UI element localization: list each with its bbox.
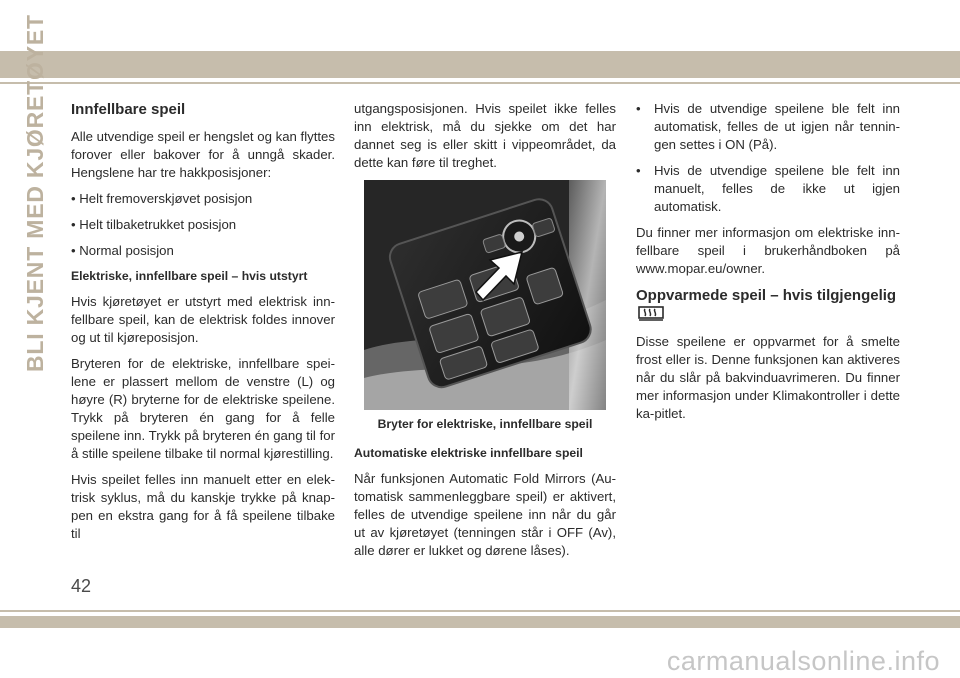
- paragraph: Når funksjonen Automatic Fold Mirrors (Au-tomatisk sammenleggbare speil) er aktivert, felles de utvendige speilene inn når du går ut av kjøretøyet (tenningen står i OFF (Av), alle dører er lukket og dørene låses).: [354, 471, 616, 558]
- subheading-automatic-folding: Automatiske elektriske innfellbare speil: [354, 446, 583, 460]
- bullet-dot: •: [636, 163, 641, 178]
- switch-panel-photo: [364, 180, 606, 410]
- heading-foldable-mirrors: Innfellbare speil: [71, 101, 186, 118]
- subheading-power-folding: Elektriske, innfellbare speil – hvis utstyrt: [71, 269, 308, 283]
- column-1: [71, 100, 335, 551]
- heading-heated-mirrors: [636, 286, 900, 324]
- page-number: 42: [71, 576, 92, 596]
- photo-caption: Bryter for elektriske, innfellbare speil: [377, 417, 593, 431]
- header-rule: [0, 82, 960, 84]
- paragraph: utgangsposisjonen. Hvis speilet ikke felles inn elektrisk, må du sjekke om det har dannet seg is eller skitt i vippeområdet, da dette kan føre til treghet.: [354, 101, 616, 170]
- footer-rule: [0, 610, 960, 612]
- header-band: [0, 51, 960, 78]
- list-item: [636, 162, 900, 216]
- list-item-text: Hvis de utvendige speilene ble felt inn automatisk, felles de ut igjen når tennin-gen settes i ON (På).: [654, 101, 900, 152]
- column-2: [354, 100, 616, 568]
- list-item: • Helt fremoverskjøvet posisjon: [71, 191, 253, 206]
- paragraph: Bryteren for de elektriske, innfellbare spei-lene er plassert mellom de venstre (L) og høyre (R) bryterne for de elektriske speilene. Trykk på bryteren én gang for å felle speilene inn. Trykk på bryteren én gang til for å stille speilene tilbake til normal kjørestilling.: [71, 356, 335, 461]
- list-item-text: Hvis de utvendige speilene ble felt inn manuelt, felles de ikke ut igjen automatisk.: [654, 163, 900, 214]
- bullet-dot: •: [636, 101, 641, 116]
- paragraph: Hvis speilet felles inn manuelt etter en elek-trisk syklus, må du kanskje trykke på knap-pen en ekstra gang for å få speilene tilbake til: [71, 472, 335, 541]
- paragraph-intro: Alle utvendige speil er hengslet og kan flyttes forover eller bakover for å unngå skader. Hengslene har tre hakkposisjoner:: [71, 129, 335, 180]
- heading-heated-mirrors-text: Oppvarmede speil – hvis tilgjengelig: [636, 287, 897, 304]
- rear-defrost-icon: [638, 306, 664, 322]
- watermark: carmanualsonline.info: [666, 646, 940, 676]
- footer-band: [0, 616, 960, 628]
- list-item: • Normal posisjon: [71, 243, 174, 258]
- paragraph: Hvis kjøretøyet er utstyrt med elektrisk inn-fellbare speil, kan de elektrisk foldes innover og ut til kjøreposisjon.: [71, 294, 335, 345]
- column-3: [636, 100, 900, 431]
- list-item: • Helt tilbaketrukket posisjon: [71, 217, 237, 232]
- list-item: [636, 100, 900, 154]
- section-side-title: BLI KJENT MED KJØRETØYET: [22, 14, 48, 372]
- paragraph: Du finner mer informasjon om elektriske inn-fellbare speil i brukerhåndboken på www.mopar.eu/owner.: [636, 225, 900, 276]
- arrow-up-right-icon: [364, 180, 606, 410]
- paragraph: Disse speilene er oppvarmet for å smelte frost eller is. Denne funksjonen kan aktiveres når du slår på bakvinduavrimeren. Du finner mer informasjon under Klimakontroller i dette ka-pitlet.: [636, 334, 900, 421]
